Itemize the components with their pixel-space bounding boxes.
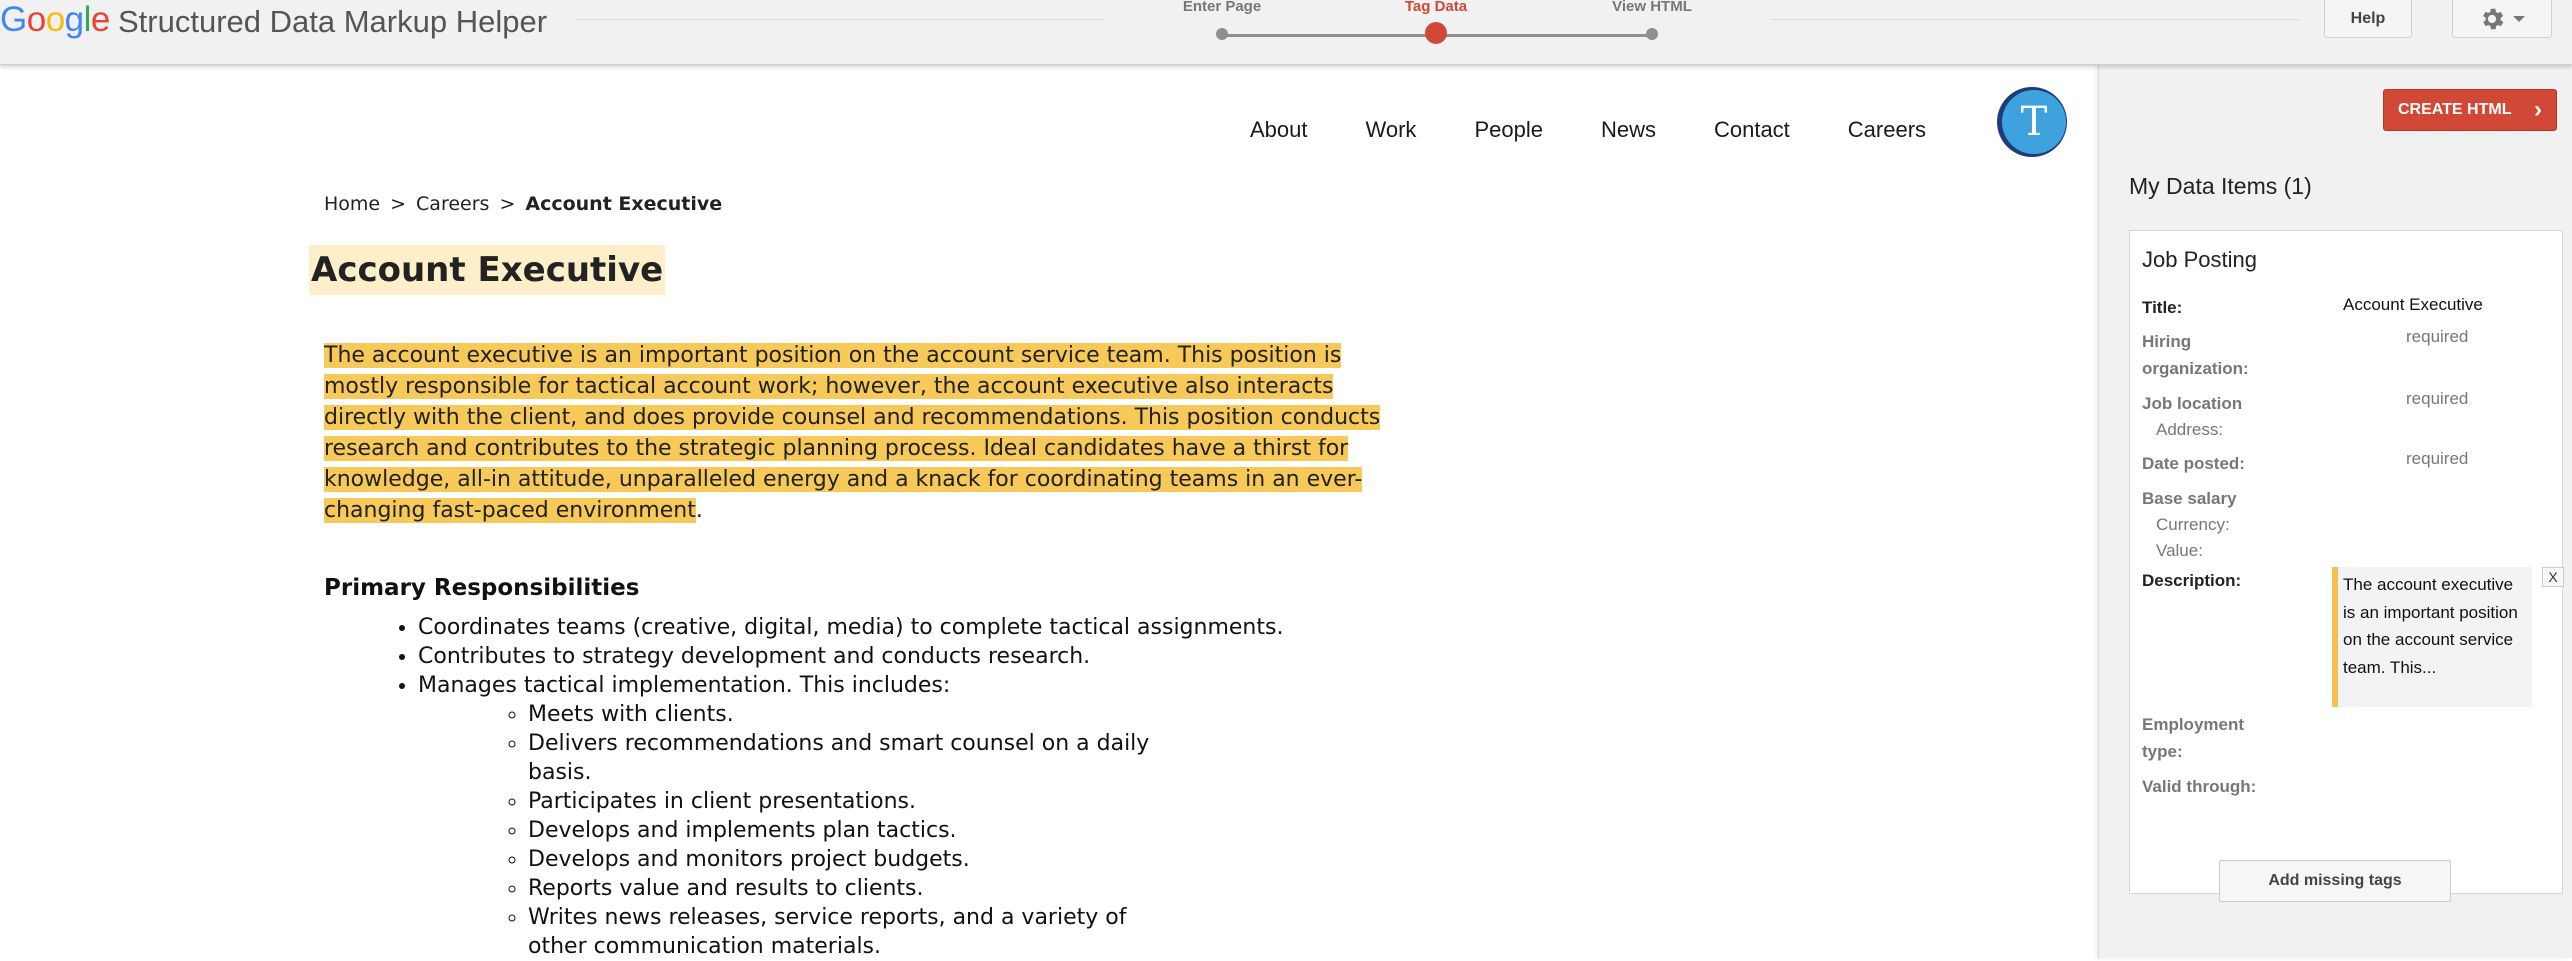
field-description-label: Description: — [2142, 571, 2242, 590]
list-item[interactable]: ◦ Reports value and results to clients. — [528, 874, 1188, 903]
field-currency-label: Currency: — [2156, 515, 2230, 534]
breadcrumb-separator: > — [390, 193, 407, 215]
nav-contact[interactable]: Contact — [1713, 117, 1790, 142]
nav-news[interactable]: News — [1600, 117, 1656, 142]
card-title: Job Posting — [2142, 247, 2257, 272]
field-hiring-label-2: organization: — [2142, 359, 2249, 378]
job-description — [324, 340, 1384, 526]
site-logo[interactable] — [1992, 83, 2068, 161]
page-preview — [0, 65, 2098, 958]
list-item[interactable]: ◦ Meets with clients. — [528, 700, 1188, 729]
field-salary-label: Base salary — [2142, 489, 2237, 508]
create-html-label: CREATE HTML — [2398, 101, 2512, 118]
sub-responsibilities-list — [418, 700, 1324, 961]
field-hiring-required: required — [2406, 327, 2469, 346]
field-valid-label: Valid through: — [2142, 777, 2257, 796]
help-button[interactable]: Help — [2324, 0, 2412, 38]
gear-icon — [2478, 5, 2506, 33]
list-item[interactable]: • Coordinates teams (creative, digital, media) to complete tactical assignments. — [418, 613, 1324, 642]
step-label: Enter Page — [1182, 0, 1262, 15]
step-dot — [1646, 28, 1658, 40]
field-value-label: Value: — [2156, 541, 2203, 560]
logo-letter: g — [64, 0, 84, 39]
field-title-value[interactable]: Account Executive — [2343, 295, 2483, 314]
logo-letter: o — [45, 0, 65, 39]
field-employment-label: Employment — [2142, 715, 2245, 734]
header-divider-right — [1770, 19, 2300, 20]
nav-careers[interactable]: Careers — [1847, 117, 1927, 142]
field-location-required: required — [2406, 389, 2469, 408]
add-missing-tags-button[interactable]: Add missing tags — [2219, 860, 2451, 902]
remove-description-button[interactable]: X — [2542, 567, 2564, 587]
logo-letter: e — [90, 0, 110, 39]
breadcrumb-careers[interactable]: Careers — [416, 193, 490, 215]
step-label: Tag Data — [1404, 0, 1468, 15]
settings-button[interactable] — [2452, 0, 2552, 38]
breadcrumb — [324, 193, 722, 215]
step-tag-data[interactable] — [1356, 0, 1516, 18]
list-item-text: Manages tactical implementation. This includes: — [418, 673, 951, 698]
list-item[interactable]: ◦ Delivers recommendations and smart counsel on a daily basis. — [528, 729, 1188, 787]
responsibilities-list — [324, 613, 1324, 961]
logo-letter: o — [26, 0, 46, 39]
breadcrumb-home[interactable]: Home — [324, 193, 381, 215]
job-posting-card — [2129, 230, 2563, 894]
list-item[interactable]: ◦ Develops and implements plan tactics. — [528, 816, 1188, 845]
my-data-items-heading: My Data Items (1) — [2129, 173, 2312, 199]
field-date-required: required — [2406, 449, 2469, 468]
job-description-tagged[interactable]: The account executive is an important position on the account service team. This position is mostly responsible for tactical account work; however, the account executive also interacts directly with the client, and does provide counsel and recommendations. This position conducts research and contributes to the strategic planning process. Ideal candidates have a thirst for knowledge, all-in attitude, unparalleled energy and a knack for coordinating teams in an ever-changing fast-paced environment — [324, 343, 1381, 523]
chevron-down-icon — [2512, 14, 2526, 24]
field-employment-label-2: type: — [2142, 742, 2183, 761]
site-nav — [1250, 117, 1984, 143]
header-divider-left — [575, 19, 1105, 20]
logo-letter: l — [83, 0, 91, 39]
field-title-label: Title: — [2142, 298, 2183, 317]
progress-steps — [1160, 0, 1692, 60]
nav-work[interactable]: Work — [1365, 117, 1417, 142]
list-item[interactable]: ◦ Writes news releases, service reports, and a variety of other communication materials. — [528, 903, 1188, 961]
list-item[interactable]: ◦ Participates in client presentations. — [528, 787, 1188, 816]
field-date-label: Date posted: — [2142, 454, 2245, 473]
responsibilities-heading[interactable]: Primary Responsibilities — [324, 575, 640, 601]
step-dot — [1216, 28, 1228, 40]
list-item[interactable] — [418, 671, 1324, 961]
nav-people[interactable]: People — [1474, 117, 1543, 142]
job-title-tagged[interactable]: Account Executive — [309, 245, 665, 295]
google-logo — [0, 0, 110, 42]
field-location-label: Job location — [2142, 394, 2243, 413]
breadcrumb-separator: > — [499, 193, 516, 215]
data-items-panel — [2098, 65, 2572, 958]
chevron-right-icon: › — [2534, 96, 2542, 123]
field-hiring-label: Hiring — [2142, 332, 2192, 351]
breadcrumb-current: Account Executive — [525, 193, 723, 215]
logo-letter: G — [0, 0, 27, 39]
step-view-html[interactable] — [1572, 0, 1732, 18]
field-description-value[interactable]: The account executive is an important position on the account service team. This... — [2332, 567, 2532, 707]
field-address-label: Address: — [2156, 420, 2224, 439]
top-bar — [0, 0, 2572, 65]
list-item[interactable]: • Contributes to strategy development and conducts research. — [418, 642, 1324, 671]
step-dot-active — [1425, 22, 1447, 44]
step-enter-page[interactable] — [1142, 0, 1302, 18]
site-logo-letter: T — [2020, 99, 2048, 145]
nav-about[interactable]: About — [1250, 117, 1308, 142]
job-description-tail: . — [695, 498, 703, 523]
app-title: Structured Data Markup Helper — [118, 4, 548, 39]
step-label: View HTML — [1612, 0, 1692, 15]
create-html-button[interactable] — [2383, 89, 2557, 131]
list-item[interactable]: ◦ Develops and monitors project budgets. — [528, 845, 1188, 874]
